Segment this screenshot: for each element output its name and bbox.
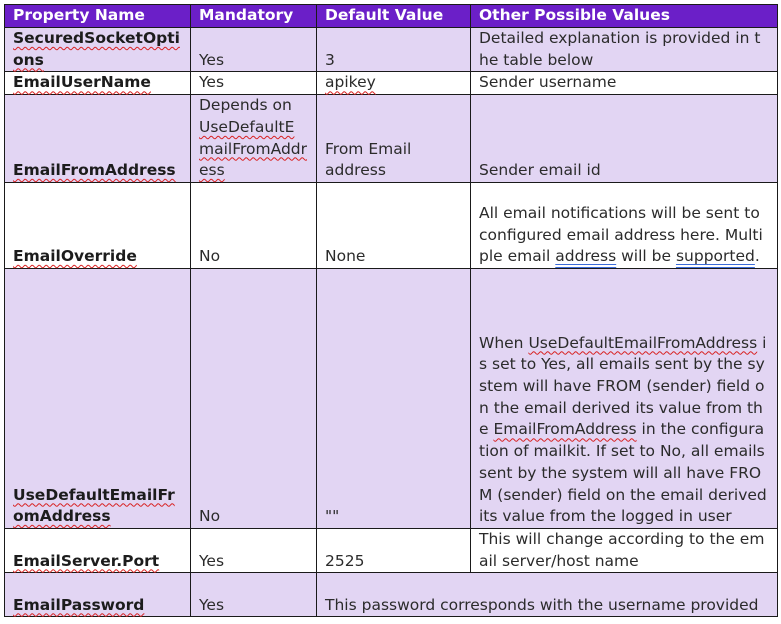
mandatory-cell: Yes xyxy=(191,72,317,95)
spelling-flag: UseDefaultEmailFromAddress xyxy=(528,333,758,352)
grammar-flag: supported xyxy=(675,247,755,266)
property-name-cell xyxy=(5,573,191,617)
text-run: All email notifications will be sent to configured email address here. Multiple email xyxy=(479,203,763,266)
property-name-cell xyxy=(5,28,191,72)
mandatory-cell: No xyxy=(191,182,317,268)
default-value-cell: "" xyxy=(317,268,471,528)
table-header-row xyxy=(5,5,778,28)
mandatory-cell: Yes xyxy=(191,528,317,572)
default-value-cell xyxy=(317,72,471,95)
mailkit-properties-table xyxy=(4,4,778,617)
grammar-flag: address xyxy=(555,247,617,266)
table-row xyxy=(5,95,778,183)
header-default-value: Default Value xyxy=(317,5,471,28)
other-values-cell xyxy=(471,182,778,268)
spelling-flag: EmailFromAddress xyxy=(493,420,637,439)
text-run: will be xyxy=(616,247,676,266)
property-name: EmailPassword xyxy=(13,595,145,614)
default-value-cell: From Email address xyxy=(317,95,471,183)
default-value: apikey xyxy=(325,73,376,92)
mandatory-cell: No xyxy=(191,268,317,528)
mandatory-cell: Yes xyxy=(191,28,317,72)
table-row xyxy=(5,28,778,72)
property-name: EmailUserName xyxy=(13,73,151,92)
other-values-cell xyxy=(471,268,778,528)
table-row xyxy=(5,72,778,95)
text-run: is set to Yes, all emails sent by the system will have FROM (sender) field on the email derived its value from the xyxy=(479,333,767,439)
property-name: EmailServer.Port xyxy=(13,551,160,570)
property-name-cell xyxy=(5,95,191,183)
table-row xyxy=(5,573,778,617)
property-name: SecuredSocketOptions xyxy=(13,29,180,69)
default-value-cell: None xyxy=(317,182,471,268)
mandatory-cell: Yes xyxy=(191,573,317,617)
property-name-cell xyxy=(5,268,191,528)
other-values-cell: Sender email id xyxy=(471,95,778,183)
text-run: in the configuration of mailkit. If set to No, all emails sent by the system will all have FROM (sender) field on the email derived its value from the logged in user xyxy=(479,420,767,526)
mandatory-prefix: Depends on xyxy=(199,96,292,115)
property-name-cell xyxy=(5,528,191,572)
mandatory-cell xyxy=(191,95,317,183)
property-name: UseDefaultEmailFromAddress xyxy=(13,485,175,526)
table-row xyxy=(5,268,778,528)
property-name: EmailFromAddress xyxy=(13,161,176,180)
other-values-cell: Detailed explanation is provided in the table below xyxy=(471,28,778,72)
property-name-cell xyxy=(5,72,191,95)
other-values-cell: This will change according to the email server/host name xyxy=(471,528,778,572)
header-property-name: Property Name xyxy=(5,5,191,28)
text-run: When xyxy=(479,333,529,352)
table-row xyxy=(5,182,778,268)
text-run: . xyxy=(754,247,760,266)
header-mandatory: Mandatory xyxy=(191,5,317,28)
table-row xyxy=(5,528,778,572)
header-other-possible-values: Other Possible Values xyxy=(471,5,778,28)
default-value-cell: 2525 xyxy=(317,528,471,572)
default-value-cell: 3 xyxy=(317,28,471,72)
property-name-cell xyxy=(5,182,191,268)
property-name: EmailOverride xyxy=(13,247,137,266)
merged-values-cell: This password corresponds with the username provided xyxy=(317,573,778,617)
mandatory-link-text: UseDefaultEmailFromAddress xyxy=(199,117,307,180)
other-values-cell: Sender username xyxy=(471,72,778,95)
